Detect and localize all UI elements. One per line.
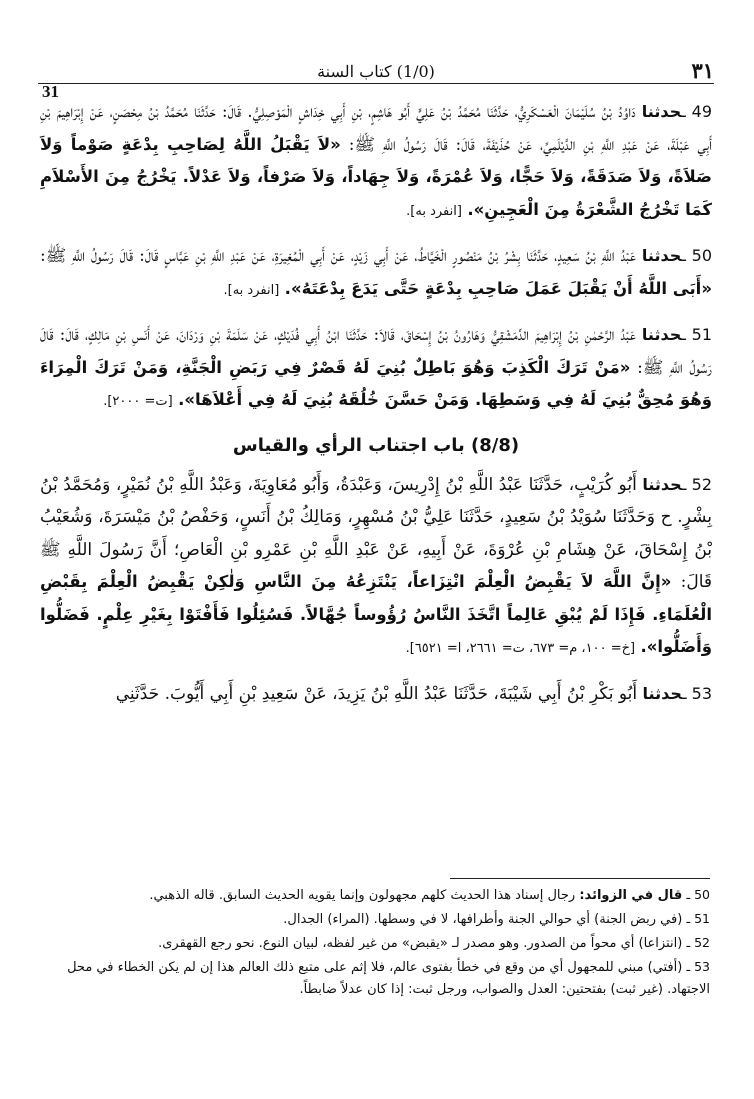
footnote-text: (أفتي) مبني للمجهول أي من وقع في خطأ بفتوى عالم، فلا إثم على متبع ذلك العالم هذا إن لم يكن الخطاء في محل الاجتهاد. (غير ثبت) بفتحتين: العدل والصواب، ورجل ثبت: إذا كان عدلاً ضابطاً. — [67, 960, 710, 997]
isnad-text: عَبْدُ الرَّحْمٰنِ بْنُ إِبْرَاهِيمَ الدِّمَشْقِيُّ وَهَارُونُ بْنُ إِسْحَاقَ، قَالاَ: حَدَّثَنَا ابْنُ أَبِي فُدَيْكٍ، عَنْ سَلَمَةَ بْنِ وَرْدَانَ، عَنْ أَنَسِ بْنِ مَالِكٍ، قَالَ: قَالَ رَسُولُ اللَّهِ ﷺ: — [40, 325, 712, 378]
hadith-51 — [40, 319, 712, 419]
footnote-number: 52 ـ — [686, 935, 710, 950]
haddathana-label: حدثنا — [642, 474, 682, 494]
hadith-52 — [40, 469, 712, 666]
footnote-separator — [450, 878, 710, 879]
footnote-51 — [40, 908, 710, 931]
haddathana-label: حدثنا — [641, 246, 682, 265]
hadith-number: 50 ـ — [681, 246, 712, 265]
hadith-reference: [انفرد به]. — [406, 203, 462, 219]
isnad-text: أَبُو كُرَيْبٍ، حَدَّثَنَا عَبْدُ اللَّهِ بْنُ إِدْرِيسَ، وَعَبْدَةُ، وَأَبُو مُعَاوِيَةَ، وَعَبْدُ اللَّهِ بْنُ نُمَيْرٍ، وَمُحَمَّدُ بْنُ بِشْرٍ. ح وَحَدَّثَنَا سُوَيْدُ بْنُ سَعِيدٍ، حَدَّثَنَا عَلِيُّ بْنُ مُسْهِرٍ، وَمَالِكُ بْنُ أَنَسٍ، وَحَفْصُ بْنُ مَيْسَرَةَ، وَشُعَيْبُ بْنُ إِسْحَاقَ، عَنْ هِشَامِ بْنِ عُرْوَةَ، عَنْ أَبِيهِ، عَنْ عَبْدِ اللَّهِ بْنِ عَمْرِو بْنِ الْعَاصِ؛ أَنَّ رَسُولَ اللَّهِ ﷺ قَالَ: — [40, 474, 712, 592]
footnote-50 — [40, 884, 710, 907]
footnote-text: رجال إسناد هذا الحديث كلهم مجهولون وإنما يقويه الحديث السابق. قاله الذهبي. — [149, 888, 576, 903]
matn-text: «لاَ يَقْبَلُ اللَّهُ لِصَاحِبِ بِدْعَةٍ صَوْماً وَلاَ صَلاَةً، وَلاَ صَدَقَةً، وَلاَ حَجًّا، وَلاَ عُمْرَةً، وَلاَ جِهَاداً، وَلاَ صَرْفاً، وَلاَ عَدْلاً. يَخْرُجُ مِنَ الأَسْلاَمِ كَمَا تَخْرُجُ الشَّعْرَةُ مِنَ الْعَجِينِ». — [40, 134, 712, 219]
isnad-text: أَبُو بَكْرِ بْنُ أَبِي شَيْبَةَ، حَدَّثَنَا عَبْدُ اللَّهِ بْنُ يَزِيدَ، عَنْ سَعِيدِ بْنِ أَبِي أَيُّوبَ. حَدَّثَنِي — [115, 683, 638, 704]
header-rule — [38, 83, 714, 84]
isnad-text: عَبْدُ اللَّهِ بْنُ سَعِيدٍ، حَدَّثَنَا بِشْرُ بْنُ مَنْصُورٍ الْخَيَّاطُ، عَنْ أَبِي زَيْدٍ، عَنْ أَبِي الْمُغِيرَةِ، عَنْ عَبْدِ اللَّهِ بْنِ عَبَّاسٍ قَالَ: قَالَ رَسُولُ اللَّهِ ﷺ: — [40, 246, 636, 266]
footnote-53 — [40, 956, 710, 1001]
footnote-text: (في ربض الجنة) أي حوالي الجنة وأطرافها، لا في وسطها. (المراء) الجدال. — [283, 912, 683, 927]
footnote-number: 50 ـ — [686, 887, 710, 902]
footnote-label: قال في الزوائد: — [579, 888, 683, 903]
hadith-49 — [40, 96, 712, 228]
page-header — [38, 58, 714, 101]
footnotes — [40, 884, 710, 1002]
hadith-number: 49 ـ — [681, 102, 712, 121]
page-number-arabic: ٣١ — [691, 58, 714, 83]
hadith-reference: [خ= ١٠٠، م= ٦٧٣، ت= ٢٦٦١، ا= ٦٥٢١]. — [405, 641, 636, 656]
hadith-number: 53 ـ — [681, 683, 712, 703]
matn-text: «إِنَّ اللَّهَ لاَ يَقْبِضُ الْعِلْمَ انْتِزَاعاً، يَنْتَزِعُهُ مِنَ النَّاسِ وَلٰكِنْ يَقْبِضُ الْعِلْمَ بِقَبْضِ الْعُلَمَاءِ. فَإِذَا لَمْ يُبْقِ عَالِماً اتَّخَذَ النَّاسُ رُؤُوساً جُهَّالاً. فَسُئِلُوا فَأَفْتَوْا بِغَيْرِ عِلْمٍ. فَضَلُّوا وَأَضَلُّوا». — [40, 572, 712, 656]
hadith-number: 52 ـ — [681, 474, 713, 494]
hadith-53 — [40, 678, 712, 711]
hadith-50 — [40, 240, 712, 307]
chapter-title: (8/8) باب اجتناب الرأي والقياس — [232, 434, 520, 456]
footnote-number: 53 ـ — [686, 959, 710, 974]
main-text — [40, 96, 712, 722]
footnote-number: 51 ـ — [686, 911, 710, 926]
hadith-reference: [ت= ٢٠٠٠]. — [103, 394, 173, 409]
footnote-text: (انتزاعا) أي محواً من الصدور. وهو مصدر لـ «يقبض» من غير لفظه، لبيان النوع. نحو رجع القهقرى. — [158, 936, 683, 951]
hadith-number: 51 ـ — [681, 325, 713, 344]
matn-text: «أَبَى اللَّهُ أَنْ يَقْبَلَ عَمَلَ صَاحِبِ بِدْعَةٍ حَتَّى يَدَعَ بِدْعَتَهُ». — [284, 278, 712, 298]
haddathana-label: حدثنا — [641, 325, 682, 344]
isnad-text: دَاوُدُ بْنُ سُلَيْمَانَ الْعَسْكَرِيُّ، حَدَّثَنَا مُحَمَّدُ بْنُ عَلِيٍّ أَبُو هَاشِمٍ، بْنِ أَبِي خِدَاشٍ الْمَوْصِلِيُّ. قَالَ: حَدَّثَنَا مُحَمَّدُ بْنُ مِحْصَنٍ، عَنْ إِبْرَاهِيمَ بْنِ أَبِي عَبْلَةَ، عَنْ عَبْدِ اللَّهِ بْنِ الدَّيْلَمِيِّ، عَنْ حُذَيْفَةَ، قَالَ: قَالَ رَسُولُ اللَّهِ ﷺ: — [40, 102, 713, 155]
haddathana-label: حدثنا — [642, 683, 682, 703]
hadith-reference: [انفرد به]. — [223, 282, 280, 298]
haddathana-label: حدثنا — [641, 102, 682, 121]
page-number-latin: 31 — [42, 82, 59, 101]
running-title: (1/0) كتاب السنة — [317, 62, 435, 81]
footnote-52 — [40, 932, 710, 955]
matn-text: «مَنْ تَرَكَ الْكَذِبَ وَهُوَ بَاطِلٌ بُنِيَ لَهُ قَصْرٌ فِي رَبَضِ الْجَنَّةِ، وَمَنْ تَرَكَ الْمِرَاءَ وَهُوَ مُحِقٌّ بُنِيَ لَهُ فِي وَسَطِهَا. وَمَنْ حَسَّنَ خُلُقَهُ بُنِيَ لَهُ فِي أَعْلاَهَا». — [40, 357, 712, 409]
